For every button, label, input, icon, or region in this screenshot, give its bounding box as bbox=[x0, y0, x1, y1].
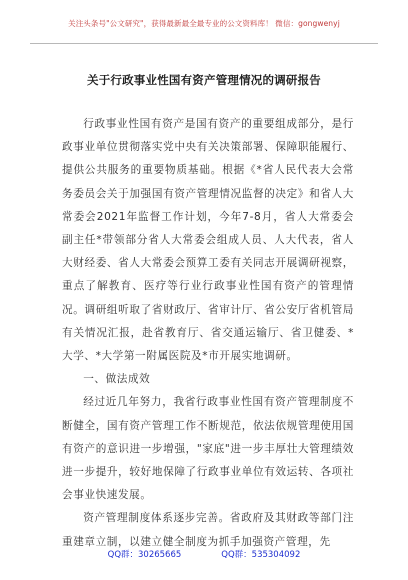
footer-qq-group-left: QQ群：30265665 bbox=[107, 550, 182, 560]
body-paragraph: 经过近几年努力，我省行政事业性国有资产管理制度不断健全，国有资产管理工作不断规范，依法依规管理使用国有资产的意识进一步增强，"家底"进一步丰厚壮大管理绩效进一步提升，较好地保障了行政事业单位有效运转、各项社会事业快速发展。 bbox=[62, 396, 354, 502]
header-divider bbox=[30, 43, 378, 44]
section-heading: 一、做法成效 bbox=[83, 373, 151, 386]
intro-paragraph: 行政事业性国有资产是国有资产的重要组成部分，是行政事业单位贯彻落实党中央有关决策部署、保障职能履行、提供公共服务的重要物质基础。根据《*省人民代表大会常务委员会关于加强国有资产管理情况监督的决定》和省人大常委会2021年监督工作计划，今年7-8月，省人大常委会副主任*带领部分省人大常委会组成人员、人大代表，省人大财经委、省人大常委会预算工委有关同志开展调研视察，重点了解教育、医疗等行业行政事业性国有资产的管理情况。调研组听取了省财政厅、省审计厅、省公安厅省机管局有关情况汇报，赴省教育厅、省交通运输厅、省卫健委、*大学、*大学第一附属医院及*市开展实地调研。 bbox=[62, 118, 354, 363]
header-note: 关注头条号"公文研究"，获得最新最全最专业的公文资料库！ 微信：gongwenyj bbox=[68, 19, 340, 28]
document-body bbox=[62, 113, 354, 554]
body-paragraph: 资产管理制度体系逐步完善。省政府及其财政等部门注重建章立制，以建立健全制度为抓手加强资产管理，先 bbox=[62, 512, 354, 548]
document-title: 关于行政事业性国有资产管理情况的调研报告 bbox=[87, 73, 321, 87]
footer bbox=[0, 548, 408, 560]
footer-qq-group-right: QQ群：535304092 bbox=[221, 550, 301, 560]
